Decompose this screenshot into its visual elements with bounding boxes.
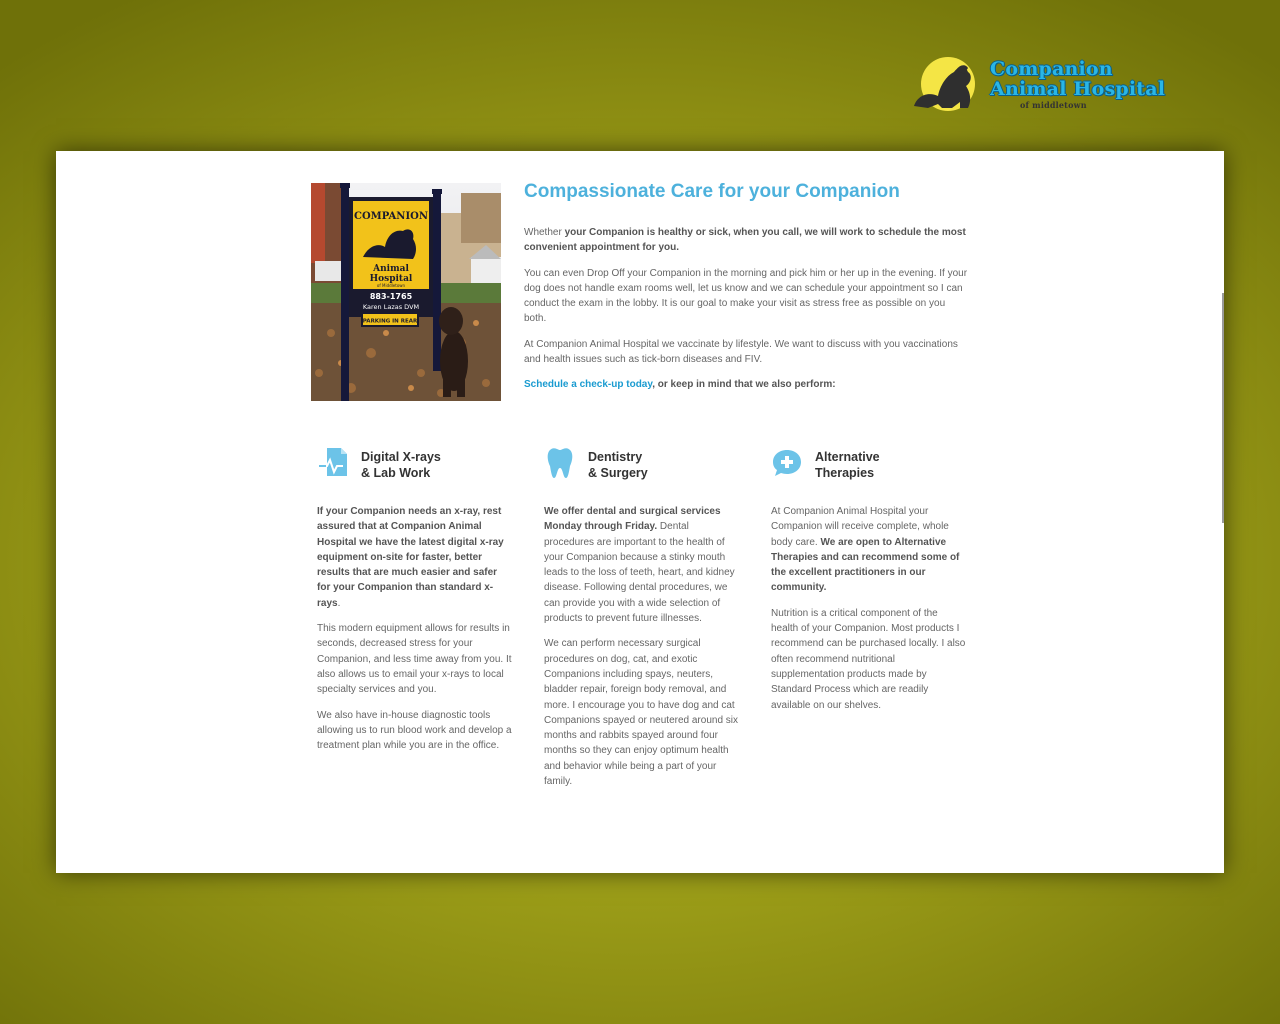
intro-section — [524, 225, 970, 403]
logo-text-line1: Companion — [990, 58, 1113, 80]
dental-paragraph-1 — [544, 504, 740, 626]
hospital-sign-photo — [311, 183, 501, 401]
alt-paragraph-1 — [771, 504, 967, 596]
service-alternative-title-line2: Therapies — [815, 466, 875, 480]
dental-p1-rest: Dental procedures are important to the health of your Companion because a stinky mouth leads to the loss of teeth, heart, and kidney disease. Following dental procedures, we can provide you with a wide selection of products to prevent future illnesses. — [544, 521, 735, 625]
service-alternative-title-line1: Alternative — [815, 450, 880, 464]
service-dental-title-line2: & Surgery — [588, 466, 648, 480]
xray-paragraph-1 — [317, 504, 513, 611]
schedule-checkup-link[interactable]: Schedule a check-up today — [524, 379, 653, 391]
sign-parking-text: PARKING IN REAR — [362, 318, 418, 325]
xray-p1-end: . — [337, 597, 341, 609]
chat-plus-icon — [771, 446, 803, 480]
intro-p1-start: Whether — [524, 227, 565, 238]
tooth-icon — [544, 446, 576, 480]
site-logo[interactable] — [908, 56, 1194, 114]
sign-line3-text: Hospital — [369, 274, 413, 284]
xray-paragraph-3: We also have in-house diagnostic tools allowing us to run blood work and develop a treatment plan while you are in the office. — [317, 709, 512, 752]
service-alternative-title — [815, 449, 880, 481]
xray-p1-bold: If your Companion needs an x-ray, rest assured that at Companion Animal Hospital we have the latest digital x-ray equipment on-site for faster, better results that are much easier and safer for your Companion than standard x-rays — [317, 506, 504, 609]
service-dental-body — [544, 504, 740, 789]
service-alternative-body — [771, 504, 967, 713]
service-dental-header — [544, 446, 740, 490]
intro-p4-rest: , or keep in mind that we also perform: — [652, 379, 836, 391]
page-title: Compassionate Care for your Companion — [524, 181, 900, 202]
logo-text-line2: Animal Hospital — [990, 78, 1166, 100]
sign-phone-text: 883-1765 — [369, 292, 413, 301]
sign-vet-text: Karen Lazas DVM — [362, 303, 420, 311]
service-xray-title — [361, 449, 441, 481]
sign-title-text: COMPANION — [354, 211, 428, 222]
logo-pets-icon — [908, 56, 988, 114]
service-xray-body — [317, 504, 513, 753]
scrollbar[interactable] — [1222, 293, 1224, 523]
logo-text-line3: of middletown — [1020, 100, 1087, 110]
xray-paragraph-2: This modern equipment allows for results in seconds, decreased stress for your Companion, and less time away from you. It also allows us to email your x-rays to local specialty services and you. — [317, 623, 512, 696]
service-xray — [317, 446, 513, 763]
dental-paragraph-2: We can perform necessary surgical procedures on dog, cat, and exotic Companions including spays, neuters, bladder repair, foreign body removal, and more. I encourage you to have dog and cat Companions spayed or neutered around six months and rabbits spayed around four months so they can enjoy optimum health and behavior while being a part of your family. — [544, 638, 739, 788]
alt-p1-rest: At Companion Animal Hospital your Companion will receive complete, whole body care. — [771, 506, 949, 548]
intro-paragraph-2: You can even Drop Off your Companion in the morning and pick him or her up in the evening. If your dog does not handle exam rooms well, let us know and we can schedule your appointment so I can conduct the exam in the lobby. It is our goal to make your visit as stress free as possible on you both. — [524, 267, 968, 325]
dental-p1-bold: We offer dental and surgical services Monday through Friday. — [544, 506, 721, 533]
intro-p1-bold: your Companion is healthy or sick, when you call, we will work to schedule the most convenient appointment for you. — [524, 227, 966, 254]
intro-paragraph-1 — [524, 225, 970, 256]
sign-line4-text: of Middletown — [376, 283, 406, 288]
alt-paragraph-2: Nutrition is a critical component of the health of your Companion. Most products I recommend can be purchased locally. I also often recommend nutritional supplementation products made by Standard Process which are readily available on our shelves. — [771, 607, 966, 711]
intro-paragraph-3: At Companion Animal Hospital we vaccinate by lifestyle. We want to discuss with you vaccinations and health issues such as tick-born diseases and FIV. — [524, 338, 958, 366]
alt-p1-bold: We are open to Alternative Therapies and can recommend some of the excellent practitioners in our community. — [771, 536, 960, 594]
service-alternative-header — [771, 446, 967, 490]
service-alternative — [771, 446, 967, 723]
service-xray-title-line1: Digital X-rays — [361, 450, 441, 464]
intro-paragraph-4 — [524, 377, 970, 392]
service-xray-title-line2: & Lab Work — [361, 466, 431, 480]
sign-line2-text: Animal — [373, 264, 409, 274]
service-dental-title-line1: Dentistry — [588, 450, 643, 464]
service-dental — [544, 446, 740, 799]
service-xray-header — [317, 446, 513, 490]
document-chart-icon — [317, 446, 349, 480]
service-dental-title — [588, 449, 648, 481]
